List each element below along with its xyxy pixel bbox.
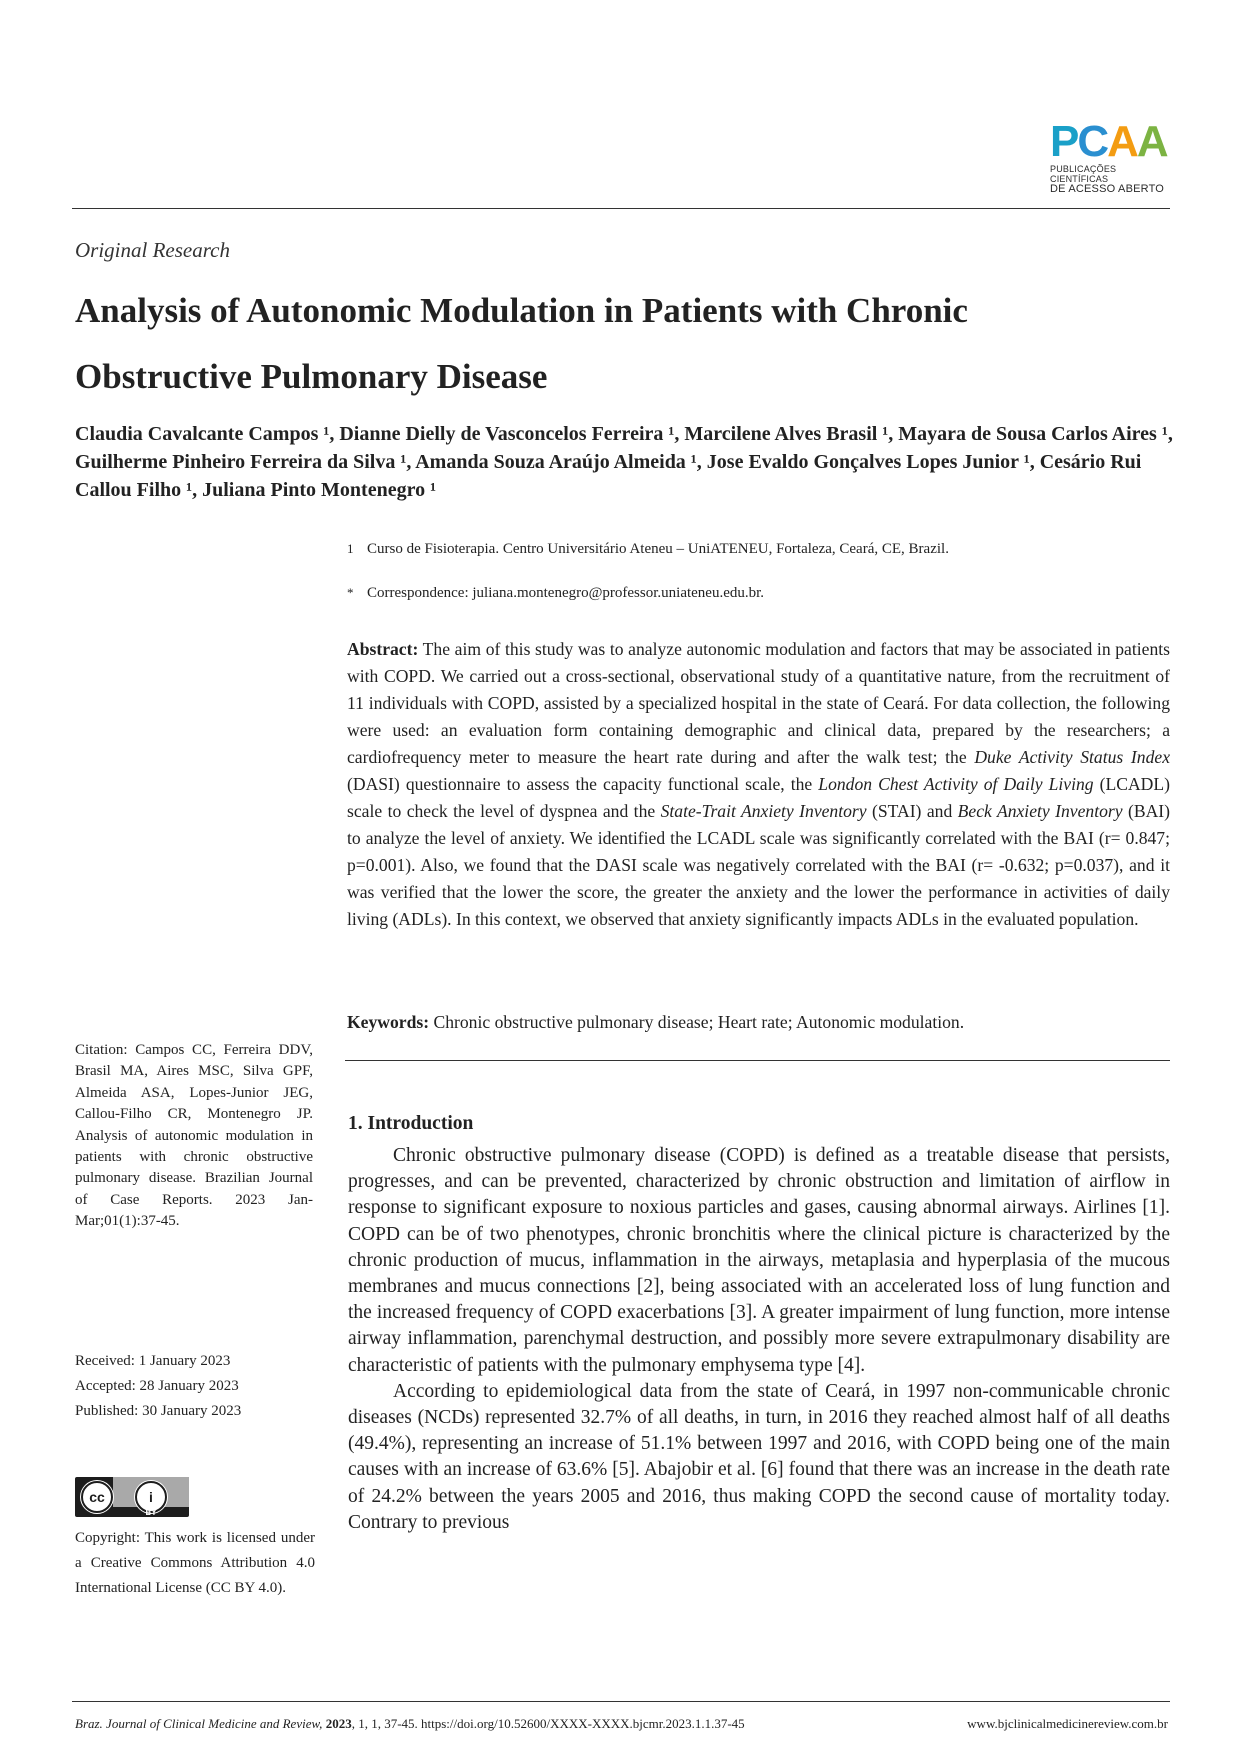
correspondence — [347, 585, 1170, 602]
keywords-label: Keywords: — [347, 1012, 430, 1032]
cc-by-license-badge[interactable] — [75, 1477, 189, 1517]
accepted-date: Accepted: 28 January 2023 — [75, 1378, 239, 1394]
logo-line-1: PUBLICAÇÕES CIENTÍFICAS — [1050, 164, 1117, 184]
section-heading: 1. Introduction — [348, 1113, 474, 1134]
publication-dates — [75, 1349, 315, 1424]
attribution-icon: i — [135, 1481, 167, 1513]
cc-icon: cc — [81, 1481, 113, 1513]
abstract-italic-stai: State-Trait Anxiety Inventory — [660, 801, 867, 821]
footer-journal: Braz. Journal of Clinical Medicine and Review, — [75, 1716, 323, 1731]
intro-paragraph-2: According to epidemiological data from the state of Ceará, in 1997 non-communicable chronic diseases (NCDs) represented 32.7% of all deaths, in turn, in 2016 they reached almost half of all deaths (49.4%), representing an increase of 51.1% between 1997 and 2016, with COPD being one of the main causes with an increase of 63.6% [5]. Abajobir et al. [6] found that there was an increase in the death rate of 24.2% between the years 2005 and 2016, thus making COPD the second cause of mortality today. Contrary to previous — [348, 1380, 1170, 1533]
header-rule — [72, 208, 1170, 209]
logo-mark: PCAA — [1050, 117, 1167, 166]
received-date: Received: 1 January 2023 — [75, 1353, 231, 1369]
keywords-text: Chronic obstructive pulmonary disease; Heart rate; Autonomic modulation. — [429, 1012, 965, 1032]
title-line-2: Obstructive Pulmonary Disease — [75, 357, 548, 396]
citation: Citation: Campos CC, Ferreira DDV, Brasil MA, Aires MSC, Silva GPF, Almeida ASA, Lopes-Junior JEG, Callou-Filho CR, Montenegro JP. Analysis of autonomic modulation in patients with chronic obstructive pulmonary disease. Brazilian Journal of Case Reports. 2023 Jan-Mar;01(1):37-45. — [75, 1042, 313, 1230]
footer-website[interactable]: www.bjclinicalmedicinereview.com.br — [967, 1716, 1168, 1731]
copyright-notice: Copyright: This work is licensed under a Creative Commons Attribution 4.0 International License (CC BY 4.0). — [75, 1530, 315, 1596]
logo-line-2: DE ACESSO ABERTO — [1050, 183, 1165, 195]
footer-rule — [72, 1701, 1170, 1702]
journal-logo — [1050, 117, 1168, 195]
intro-paragraph-1: Chronic obstructive pulmonary disease (COPD) is defined as a treatable disease that persists, progresses, and can be prevented, characterized by chronic obstruction and limitation of airflow in response to significant exposure to noxious particles and gases, causing abnormal airways. Airlines [1]. COPD can be of two phenotypes, chronic bronchitis where the clinical picture is characterized by the chronic production of mucus, inflammation in the airways, metaplasia and hyperplasia of the mucous membranes and mucus connections [2], being associated with an accelerated loss of lung function and the increased frequency of COPD exacerbations [3]. A greater impairment of lung function, more intense airway inflammation, parenchymal destruction, and possibly more severe extrapulmonary disability are characteristic of patients with the pulmonary emphysema type [4]. — [348, 1145, 1170, 1376]
abstract-text-2: (DASI) questionnaire to assess the capacity functional scale, the — [347, 774, 819, 794]
title-line-1: Analysis of Autonomic Modulation in Patients with Chronic — [75, 291, 968, 330]
footer-citation — [75, 1716, 745, 1732]
abstract — [347, 636, 1170, 933]
correspondence-text: Correspondence: juliana.montenegro@professor.uniateneu.edu.br. — [367, 585, 765, 601]
paper-title — [75, 278, 1175, 410]
abstract-italic-bai: Beck Anxiety Inventory — [957, 801, 1123, 821]
affiliation-text: Curso de Fisioterapia. Centro Universitário Ateneu – UniATENEU, Fortaleza, Ceará, CE, Brazil. — [367, 541, 949, 557]
abstract-text-1: The aim of this study was to analyze autonomic modulation and factors that may be associated in patients with COPD. We carried out a cross-sectional, observational study of a quantitative nature, from the recruitment of 11 individuals with COPD, assisted by a specialized hospital in the state of Ceará. For data collection, the following were used: an evaluation form containing demographic and clinical data, prepared by the researchers; a cardiofrequency meter to measure the heart rate during and after the walk test; the — [347, 639, 1170, 767]
keywords — [347, 1009, 1170, 1036]
abstract-text-5: (BAI) to analyze the level of anxiety. We identified the LCADL scale was significantly correlated with the BAI (r= 0.847; p=0.001). Also, we found that the DASI scale was negatively correlated with the BAI (r= -0.632; p=0.037), and it was verified that the lower the score, the greater the anxiety and the lower the performance in activities of daily living (ADLs). In this context, we observed that anxiety significantly impacts ADLs in the evaluated population. — [347, 801, 1170, 929]
abstract-rule — [345, 1060, 1170, 1061]
author-list: Claudia Cavalcante Campos ¹, Dianne Dielly de Vasconcelos Ferreira ¹, Marcilene Alves Brasil ¹, Mayara de Sousa Carlos Aires ¹, Guilherme Pinheiro Ferreira da Silva ¹, Amanda Souza Araújo Almeida ¹, Jose Evaldo Gonçalves Lopes Junior ¹, Cesário Rui Callou Filho ¹, Juliana Pinto Montenegro ¹ — [75, 423, 1173, 501]
abstract-italic-lcadl: London Chest Activity of Daily Living — [818, 774, 1094, 794]
article-type: Original Research — [75, 238, 230, 262]
footer-doi[interactable]: , 1, 1, 37-45. https://doi.org/10.52600/XXXX-XXXX.bjcmr.2023.1.1.37-45 — [351, 1716, 745, 1731]
affiliation-marker: 1 — [347, 541, 354, 556]
abstract-label: Abstract: — [347, 639, 419, 659]
abstract-text-3: (LCADL) scale to check the level of dyspnea and the — [347, 774, 1170, 821]
published-date: Published: 30 January 2023 — [75, 1403, 242, 1419]
introduction-body — [348, 1143, 1170, 1536]
footer-year: 2023 — [322, 1716, 352, 1731]
affiliation — [347, 541, 1170, 558]
abstract-text-4: (STAI) and — [866, 801, 958, 821]
by-label: BY — [145, 1508, 157, 1517]
correspondence-marker: * — [347, 585, 354, 600]
abstract-italic-dasi: Duke Activity Status Index — [974, 747, 1170, 767]
